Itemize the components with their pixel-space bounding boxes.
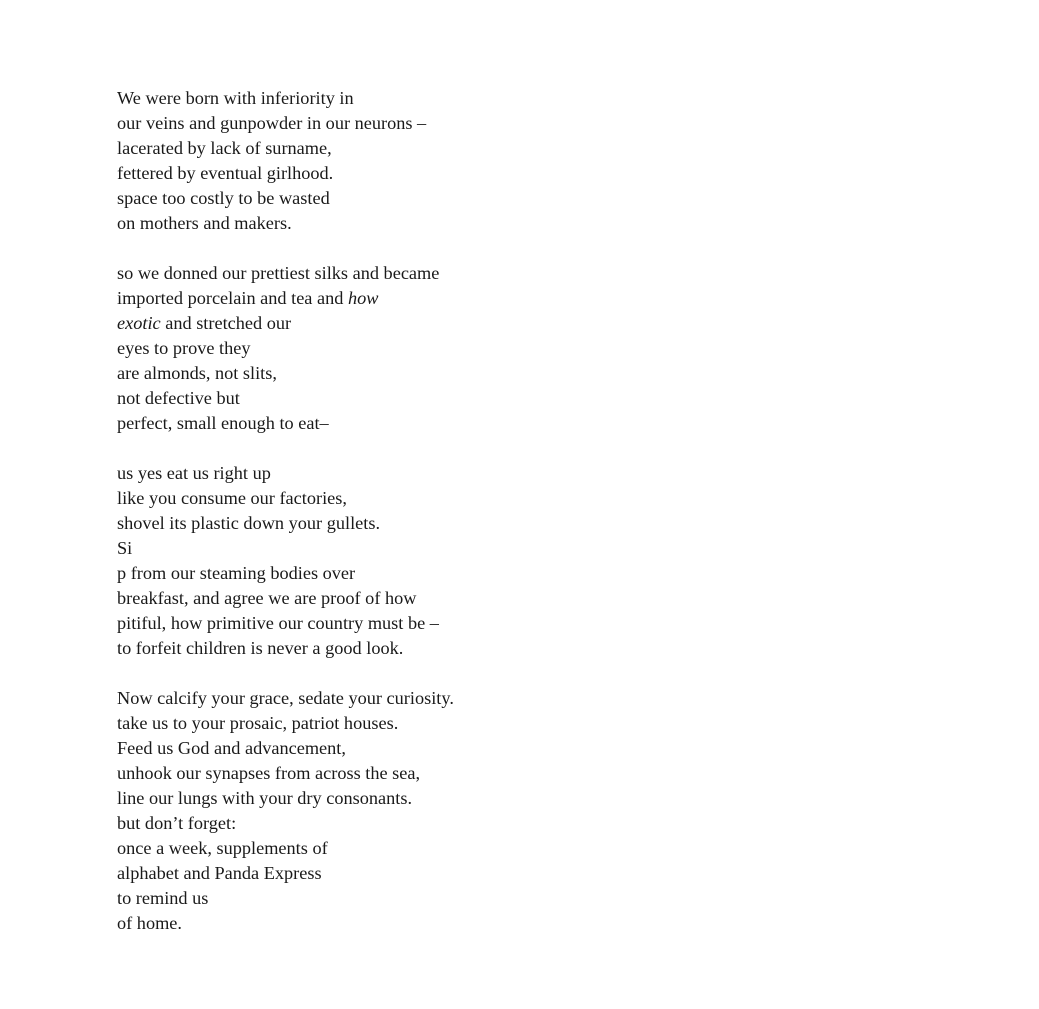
poem-line: are almonds, not slits, — [117, 363, 277, 383]
poem-line: alphabet and Panda Express — [117, 863, 322, 883]
poem-line: us yes eat us right up — [117, 463, 271, 483]
poem-line: to remind us — [117, 888, 209, 908]
stanza-break — [117, 236, 997, 261]
poem-line: to forfeit children is never a good look. — [117, 638, 404, 658]
poem-line: line our lungs with your dry consonants. — [117, 788, 413, 808]
poem-line: but don’t forget: — [117, 813, 237, 833]
poem-line: breakfast, and agree we are proof of how — [117, 588, 417, 608]
stanza-4 — [117, 686, 997, 936]
poem-line: unhook our synapses from across the sea, — [117, 763, 421, 783]
poem-line: like you consume our factories, — [117, 488, 347, 508]
poem-line: lacerated by lack of surname, — [117, 138, 332, 158]
poem-line: so we donned our prettiest silks and became — [117, 263, 440, 283]
poem-line: Now calcify your grace, sedate your curiosity. — [117, 688, 454, 708]
poem-line: space too costly to be wasted — [117, 188, 330, 208]
poem-line: Feed us God and advancement, — [117, 738, 346, 758]
poem-line — [117, 311, 997, 336]
italic-word: exotic — [117, 313, 161, 333]
poem-line: on mothers and makers. — [117, 213, 292, 233]
stanza-break — [117, 661, 997, 686]
line-text: and stretched our — [160, 313, 292, 333]
poem-line: of home. — [117, 913, 182, 933]
poem-line — [117, 286, 997, 311]
poem-line: We were born with inferiority in — [117, 88, 354, 108]
poem-line: once a week, supplements of — [117, 838, 328, 858]
poem-text — [117, 86, 997, 936]
poem-line: not defective but — [117, 388, 240, 408]
stanza-2 — [117, 261, 997, 436]
stanza-break — [117, 436, 997, 461]
poem-line: perfect, small enough to eat– — [117, 413, 329, 433]
stanza-1 — [117, 86, 997, 236]
poem-line: Si — [117, 538, 133, 558]
poem-line: take us to your prosaic, patriot houses. — [117, 713, 399, 733]
stanza-3 — [117, 461, 997, 661]
poem-line: p from our steaming bodies over — [117, 563, 356, 583]
poem-line: shovel its plastic down your gullets. — [117, 513, 381, 533]
poem-line: fettered by eventual girlhood. — [117, 163, 334, 183]
italic-word: how — [347, 288, 379, 308]
poem-line: our veins and gunpowder in our neurons – — [117, 113, 427, 133]
poem-line: pitiful, how primitive our country must be – — [117, 613, 439, 633]
poem-line: eyes to prove they — [117, 338, 251, 358]
line-text: imported porcelain and tea and — [117, 288, 348, 308]
